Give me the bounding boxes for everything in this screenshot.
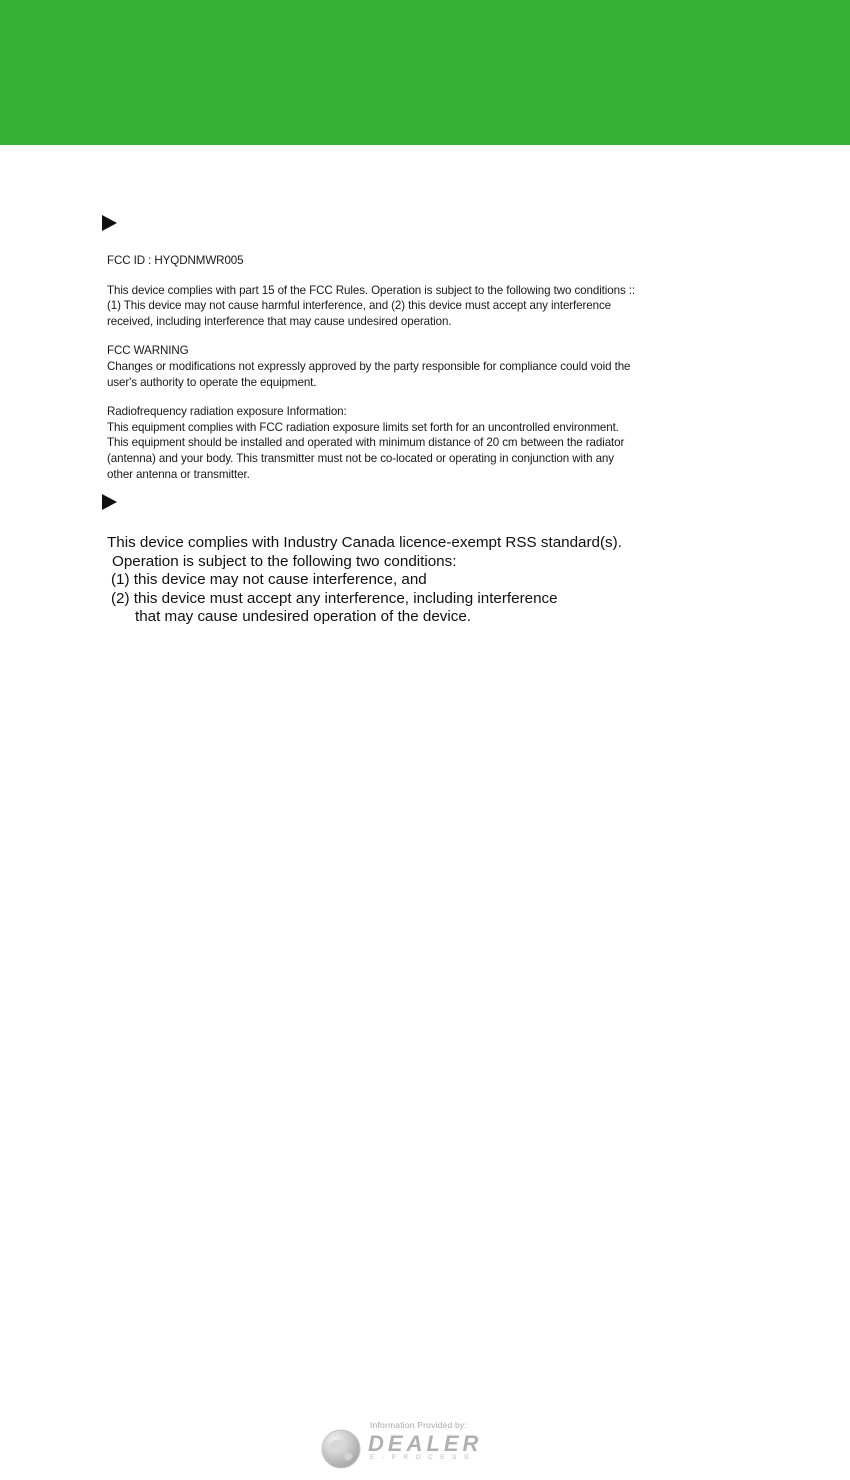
- footer-logo-word: DEALER: [368, 1431, 483, 1456]
- ic-condition-line: (2) this device must accept any interference, including interference: [111, 589, 558, 607]
- rf-exposure-line: other antenna or transmitter.: [107, 467, 250, 481]
- globe-icon: [320, 1428, 362, 1470]
- fcc-warning-line: Changes or modifications not expressly approved by the party responsible for compliance could void the: [107, 359, 631, 373]
- section-marker-icon: [102, 215, 117, 231]
- fcc-compliance-line: (1) This device may not cause harmful interference, and (2) this device must accept any interference: [107, 299, 612, 313]
- ic-condition-line: that may cause undesired operation of the device.: [135, 608, 472, 626]
- ic-statement-line: This device complies with Industry Canada licence-exempt RSS standard(s).: [107, 534, 622, 551]
- fcc-compliance-line: This device complies with part 15 of the FCC Rules. Operation is subject to the following two conditions ::: [107, 283, 636, 297]
- ic-condition-line: (1) this device may not cause interference, and: [111, 571, 427, 589]
- fcc-warning-title: FCC WARNING: [107, 344, 189, 358]
- header-band: [0, 0, 850, 145]
- rf-exposure-title: Radiofrequency radiation exposure Information:: [107, 405, 347, 419]
- rf-exposure-line: This equipment complies with FCC radiation exposure limits set forth for an uncontrolled environment.: [107, 420, 619, 434]
- fcc-warning-line: user's authority to operate the equipment.: [107, 375, 317, 389]
- section-marker-icon: [102, 494, 117, 510]
- fcc-compliance-line: received, including interference that may cause undesired operation.: [107, 314, 452, 328]
- rf-exposure-line: This equipment should be installed and operated with minimum distance of 20 cm between the radiator: [107, 436, 625, 450]
- fcc-id: FCC ID : HYQDNMWR005: [107, 254, 244, 267]
- rf-exposure-line: (antenna) and your body. This transmitter must not be co-located or operating in conjunction with any: [107, 451, 614, 465]
- footer-logo: [318, 1418, 528, 1474]
- footer-caption: Information Provided by:: [370, 1420, 467, 1430]
- ic-statement-line: Operation is subject to the following two conditions:: [112, 552, 457, 570]
- footer-logo-sub: E-PROCESS: [370, 1454, 476, 1461]
- ic-label-block: [107, 534, 727, 627]
- fcc-label-block: [107, 253, 737, 482]
